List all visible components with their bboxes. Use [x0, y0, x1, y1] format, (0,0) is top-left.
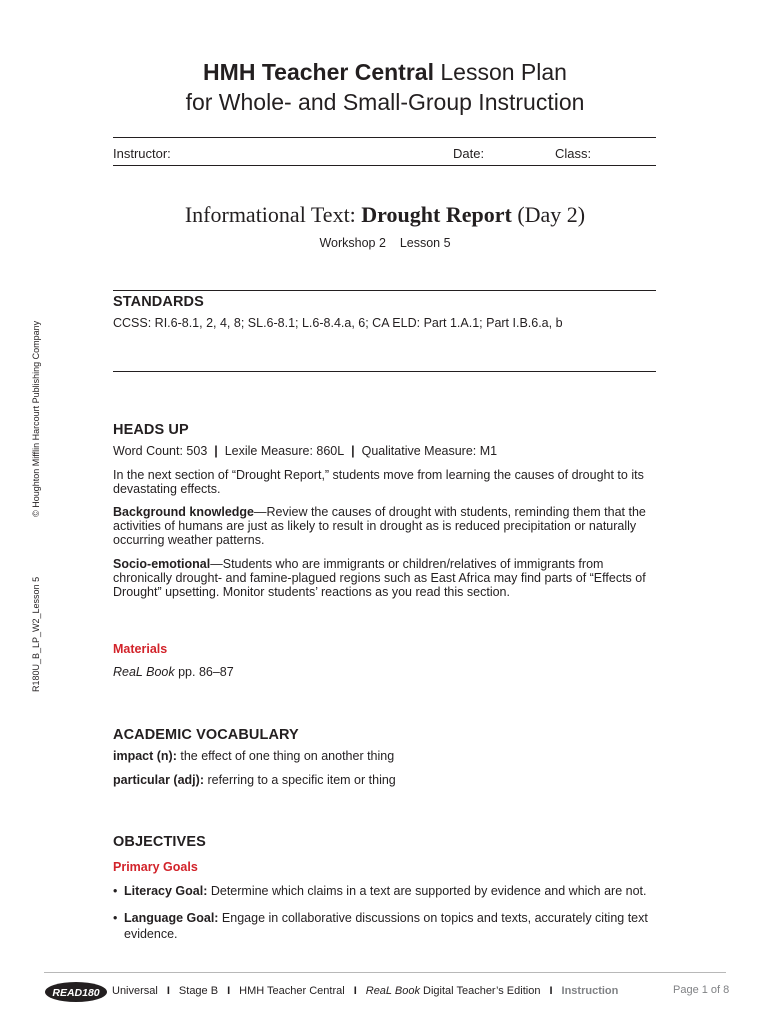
vocab-item [113, 749, 658, 763]
goal-item [113, 883, 663, 899]
goal-text: Engage in collaborative discussions on topics and texts, accurately citing text evidence. [124, 911, 648, 941]
divider [113, 137, 656, 138]
background-knowledge-label: Background knowledge [113, 505, 254, 519]
footer-stage: Stage B [178, 985, 219, 997]
socio-emotional-text: —Students who are immigrants or children/relatives of immigrants from chronically drought- and famine-plagued regions such as East Africa may find parts of “Effects of Drought” upsetting. Monitor students’ reactions as you read this section. [113, 557, 646, 599]
heads-up-heading: HEADS UP [113, 422, 189, 438]
page-title [0, 57, 770, 87]
lesson-label: Lesson 5 [399, 236, 451, 250]
qualitative-measure: Qualitative Measure: M1 [361, 444, 498, 458]
footer-separator: I [166, 985, 170, 997]
page-subtitle: for Whole- and Small-Group Instruction [185, 89, 585, 115]
vocab-term: particular (adj): [113, 773, 204, 787]
date-label: Date: [453, 146, 485, 161]
footer-text [112, 985, 618, 997]
lesson-title-suffix: (Day 2) [511, 202, 586, 227]
bullet-icon: • [113, 884, 118, 898]
divider [113, 290, 656, 291]
footer-section: Instruction [561, 985, 619, 997]
materials-text [113, 665, 658, 679]
vocab-definition: referring to a specific item or thing [204, 773, 396, 787]
document-code: R180U_B_LP_W2_Lesson 5 [31, 576, 41, 692]
materials-pages: pp. 86–87 [174, 665, 234, 679]
footer-separator: I [353, 985, 357, 997]
objectives-heading: OBJECTIVES [113, 834, 206, 850]
vocab-term: impact (n): [113, 749, 177, 763]
title-rest: Lesson Plan [433, 59, 567, 85]
title-brand: HMH Teacher Central [203, 59, 434, 85]
footer-edition: Digital Teacher’s Edition [419, 985, 541, 997]
footer-separator: I [227, 985, 231, 997]
divider [113, 371, 656, 372]
primary-goals-heading: Primary Goals [113, 860, 198, 874]
read180-logo [44, 981, 108, 1003]
goal-item [113, 910, 663, 942]
workshop-lesson [0, 236, 770, 250]
footer-book: ReaL Book [365, 985, 420, 997]
standards-heading: STANDARDS [113, 294, 204, 310]
footer-divider [44, 972, 726, 973]
vocab-definition: the effect of one thing on another thing [176, 749, 395, 763]
background-knowledge [113, 505, 658, 547]
goal-label: Language Goal: [124, 911, 219, 925]
logo-text: READ180 [52, 987, 100, 999]
socio-emotional-label: Socio-emotional [113, 557, 211, 571]
materials-book: ReaL Book [113, 665, 175, 679]
lesson-title [0, 202, 770, 228]
workshop-label: Workshop 2 [319, 236, 386, 250]
heads-up-intro: In the next section of “Drought Report,” students move from learning the causes of drought to its devastating effects. [113, 468, 644, 496]
sidebar-vertical-text [31, 320, 45, 692]
lesson-title-prefix: Informational Text: [184, 202, 362, 227]
bullet-icon: • [113, 911, 118, 925]
footer-central: HMH Teacher Central [239, 985, 345, 997]
measures-line: Word Count: 503 | Lexile Measure: 860L | Qualitative Measure: M1 [113, 444, 498, 458]
vocabulary-heading: ACADEMIC VOCABULARY [113, 727, 299, 743]
materials-heading: Materials [113, 642, 168, 656]
read180-logo-icon [44, 981, 108, 1003]
page-number: Page 1 of 8 [673, 984, 730, 996]
background-knowledge-text: —Review the causes of drought with students, reminding them that the activities of humans are just as likely to result in drought as is reduced precipitation or naturally occurring weather patterns. [113, 505, 646, 547]
lesson-title-name: Drought Report [361, 202, 512, 227]
lexile-measure: Lexile Measure: 860L [224, 444, 345, 458]
footer-product: Universal [112, 985, 158, 997]
vocab-item [113, 773, 658, 787]
word-count: Word Count: 503 [113, 444, 208, 458]
goal-text: Determine which claims in a text are supported by evidence and which are not. [207, 884, 647, 898]
divider [113, 165, 656, 166]
class-label: Class: [555, 146, 592, 161]
goal-label: Literacy Goal: [124, 884, 208, 898]
standards-text: CCSS: RI.6-8.1, 2, 4, 8; SL.6-8.1; L.6-8.4.a, 6; CA ELD: Part 1.A.1; Part I.B.6.a, b [113, 316, 563, 330]
footer-separator: I [549, 985, 553, 997]
socio-emotional [113, 557, 658, 599]
copyright-notice: © Houghton Mifflin Harcourt Publishing Company [31, 320, 41, 517]
instructor-label: Instructor: [113, 146, 171, 161]
